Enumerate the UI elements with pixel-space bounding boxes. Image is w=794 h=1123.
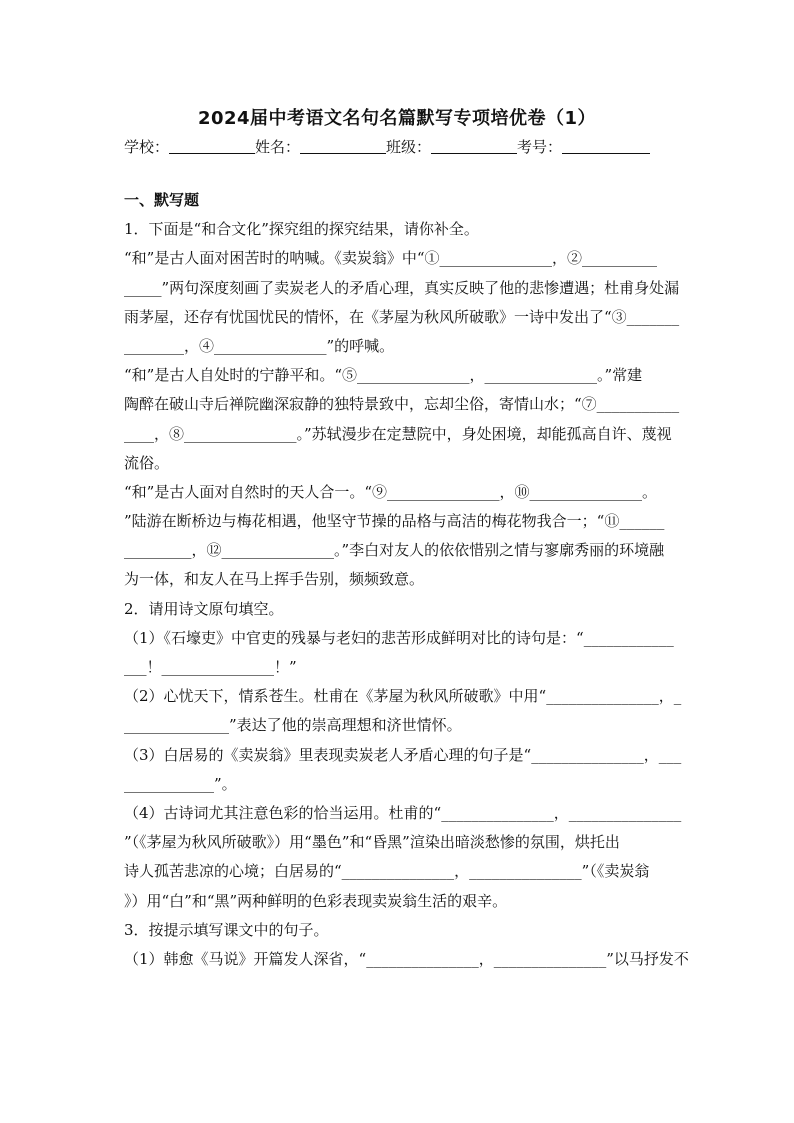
question-3-line: （1）韩愈《马说》开篇发人深省，“_______________，_______________”以马抒发不: [124, 949, 689, 968]
school-label: 学校：: [124, 138, 170, 156]
question-1-line: _________，⑫_______________。”李白对友人的依依惜别之情与寥廓秀丽的环境融: [124, 541, 665, 560]
student-info-row: [124, 136, 650, 157]
name-field[interactable]: [300, 138, 386, 154]
question-2-line: 诗人孤苦悲凉的心境；白居易的“_______________，_______________”（《卖炭翁: [124, 862, 650, 881]
question-1-prompt: 1．下面是“和合文化”探究组的探究结果，请你补全。: [124, 220, 479, 239]
question-1-line: 流俗。: [124, 453, 170, 472]
section-heading: 一、默写题: [124, 191, 200, 209]
question-content: [124, 186, 698, 974]
name-label: 姓名：: [255, 138, 301, 156]
question-2-prompt: 2．请用诗文原句填空。: [124, 599, 284, 618]
question-2-line: ”（《茅屋为秋风所破歌》）用“墨色”和“昏黑”渲染出暗淡愁惨的氛围，烘托出: [124, 833, 620, 852]
class-label: 班级：: [386, 138, 432, 156]
question-1-line: “和”是古人面对困苦时的呐喊。《卖炭翁》中“①_______________，②__________: [124, 249, 658, 268]
question-1-line: 雨茅屋，还存有忧国忧民的情怀，在《茅屋为秋风所破歌》一诗中发出了“③_______: [124, 307, 680, 326]
question-1-line: ____，⑧_______________。”苏轼漫步在定慧院中，身处困境，却能孤高自许、蔑视: [124, 424, 672, 443]
school-field[interactable]: [169, 138, 255, 154]
question-1-line: 陶醉在破山寺后禅院幽深寂静的独特景致中，忘却尘俗，寄情山水；“⑦___________: [124, 395, 680, 414]
question-2-line: （4）古诗词尤其注意色彩的恰当运用。杜甫的“_______________，_______________: [124, 803, 682, 822]
question-1-line: 为一体，和友人在马上挥手告别，频频致意。: [124, 570, 425, 589]
question-1-line: ________，④_______________”的呼喊。: [124, 336, 395, 355]
question-2-line: （1）《石壕吏》中官吏的残暴与老妇的悲苦形成鲜明对比的诗句是：“____________: [124, 628, 674, 647]
question-1-line: “和”是古人面对自然时的天人合一。“⑨_______________，⑩_______________。: [124, 482, 658, 501]
question-2-line: （2）心忧天下，情系苍生。杜甫在《茅屋为秋风所破歌》中用“_______________，_: [124, 687, 682, 706]
question-2-line: ___！_______________！”: [124, 658, 297, 676]
question-1-line: ”陆游在断桥边与梅花相遇，他坚守节操的品格与高洁的梅花物我合一；“⑪______: [124, 512, 665, 531]
exam-no-field[interactable]: [562, 138, 650, 154]
question-2-line: 》）用“白”和“黑”两种鲜明的色彩表现卖炭翁生活的艰辛。: [124, 891, 508, 910]
page-title: 2024届中考语文名句名篇默写专项培优卷（1）: [197, 108, 597, 129]
question-2-line: ______________”表达了他的崇高理想和济世情怀。: [124, 716, 462, 735]
question-3-prompt: 3．按提示填写课文中的句子。: [124, 920, 329, 939]
question-1-line: _____”两句深度刻画了卖炭老人的矛盾心理，真实反映了他的悲惨遭遇；杜甫身处漏: [124, 278, 680, 297]
class-field[interactable]: [431, 138, 517, 154]
question-1-line: “和”是古人自处时的宁静平和。“⑤_______________，_______________。”常建: [124, 366, 643, 385]
exam-no-label: 考号：: [517, 138, 563, 156]
question-2-line: （3）白居易的《卖炭翁》里表现卖炭老人矛盾心理的句子是“_______________，___: [124, 745, 682, 764]
question-2-line: ____________”。: [124, 774, 237, 793]
